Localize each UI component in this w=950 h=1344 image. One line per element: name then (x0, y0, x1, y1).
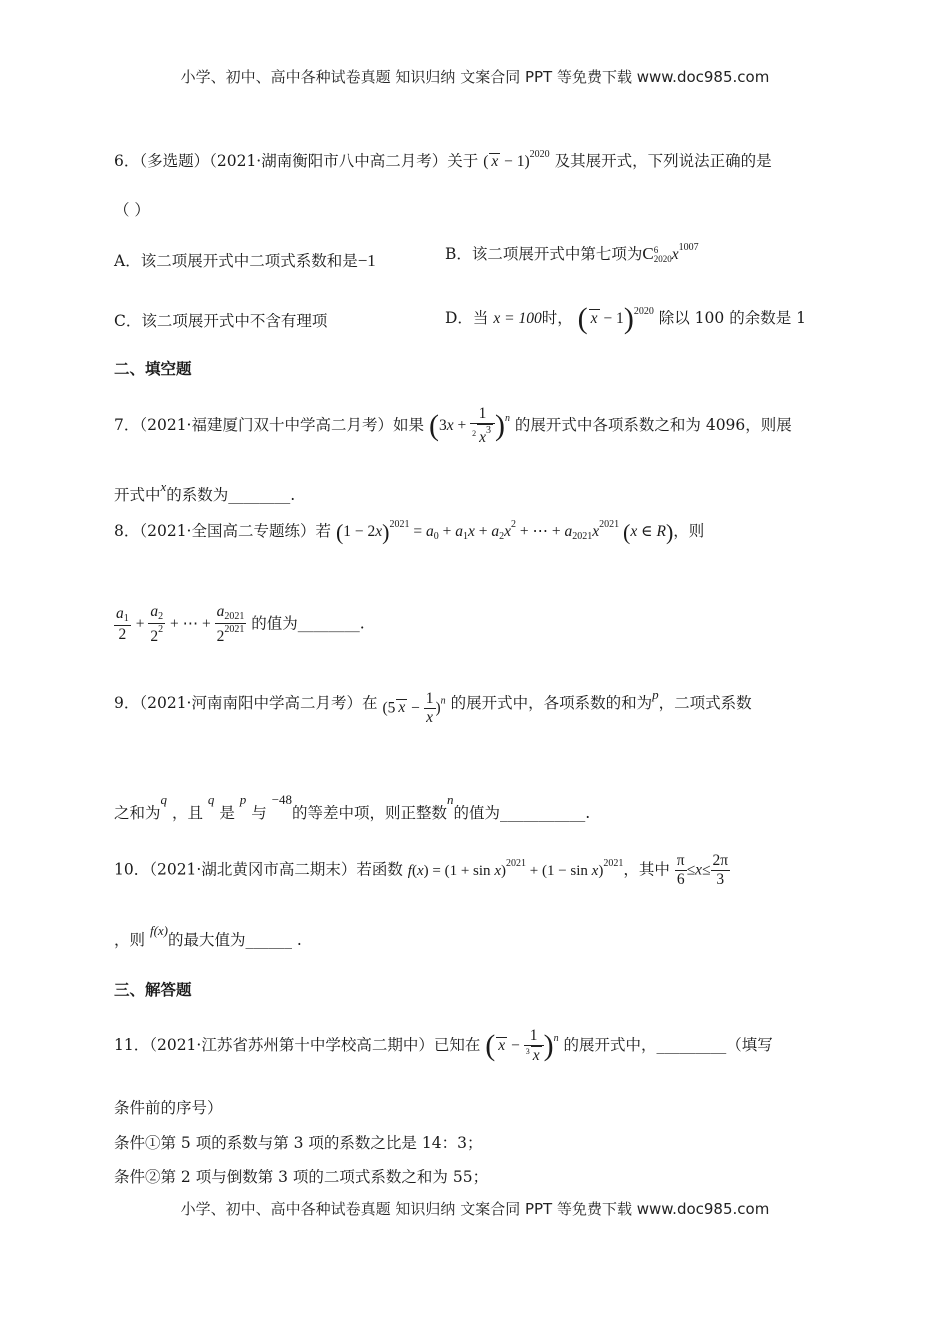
question-8-line2: $\frac{a_1}{2}$ + $\frac{a_2}{2^2}$ + ⋯ + $\frac{a_{2021}}{2^{2021}}$ 的值为________. (116, 603, 365, 645)
q6-option-d: D．当 x = 100时， ( x − 1)$^{2020}$ 除以 100 的余数是 1 (445, 302, 806, 335)
condition-2: 条件②第 2 项与倒数第 3 项的二项式系数之和为 55； (114, 1168, 489, 1186)
question-9-line2: 之和为$^q$ ，且 $^q$ 是 $^p$ 与 $^{-48}$的等差中项，则正整数$^n$的值为___________. (114, 792, 591, 822)
q6-option-b: B．该二项展开式中第七项为C 6 2020 $x^{1007}$ (445, 242, 699, 264)
section-fill-in: 二、填空题 (114, 360, 192, 378)
q6-expression: ( x − 1)$^{2020}$ (483, 149, 550, 170)
question-11: 11．（2021·江苏省苏州第十中学校高二期中）已知在 ( x − $\frac{1}{^3 x}$ )$^n$ 的展开式中，_________（填写 (114, 1027, 773, 1064)
section-answer: 三、解答题 (114, 981, 192, 999)
q6-answer-paren: （ ） (114, 201, 150, 219)
question-6 (114, 150, 772, 170)
q6-tail: 及其展开式，下列说法正确的是 (554, 152, 772, 170)
page-footer: 小学、初中、高中各种试卷真题 知识归纳 文案合同 PPT 等免费下载 www.doc985.com (180, 1200, 770, 1218)
page-header: 小学、初中、高中各种试卷真题 知识归纳 文案合同 PPT 等免费下载 www.doc985.com (180, 68, 770, 86)
condition-1: 条件①第 5 项的系数与第 3 项的系数之比是 14：3； (114, 1134, 483, 1152)
q6-label: 6．（多选题）（2021·湖南衡阳市八中高二月考）关于 (114, 152, 479, 170)
question-10-line2: ，则 $^{f(x)}$的最大值为______ . (114, 923, 302, 949)
question-9: 9．（2021·河南南阳中学高二月考）在 (5 x − $\frac{1}{x}$ )$^n$ 的展开式中，各项系数的和为$^p$，二项式系数 (114, 687, 752, 726)
q6-option-c: C．该二项展开式中不含有理项 (114, 312, 328, 330)
question-8: 8．（2021·全国高二专题练）若 $(1 - 2x)^{2021} = a_0 + a_1x + a_2x^2$ + ⋯ + $a_{2021}x^{2021}$ (x ∈ R)，则 (114, 519, 705, 545)
question-7-line2: 开式中$^x$的系数为________. (114, 479, 296, 504)
question-7: 7．（2021·福建厦门双十中学高二月考）如果 (3x + $\frac{1}{^2 x^3}$ )$^n$ 的展开式中各项系数之和为 4096，则展 (114, 405, 792, 446)
question-11-line2: 条件前的序号） (114, 1099, 223, 1117)
q6-option-a: A．该二项展开式中二项式系数和是−1 (114, 251, 376, 270)
question-10: 10．（2021·湖北黄冈市高二期末）若函数 $f(x) = (1 + \sin x)^{2021} + (1 - \sin x)^{2021}$，其中 $\frac{\pi}{6}$ ≤x≤ $\frac{2\pi}{3}$ (114, 852, 729, 888)
